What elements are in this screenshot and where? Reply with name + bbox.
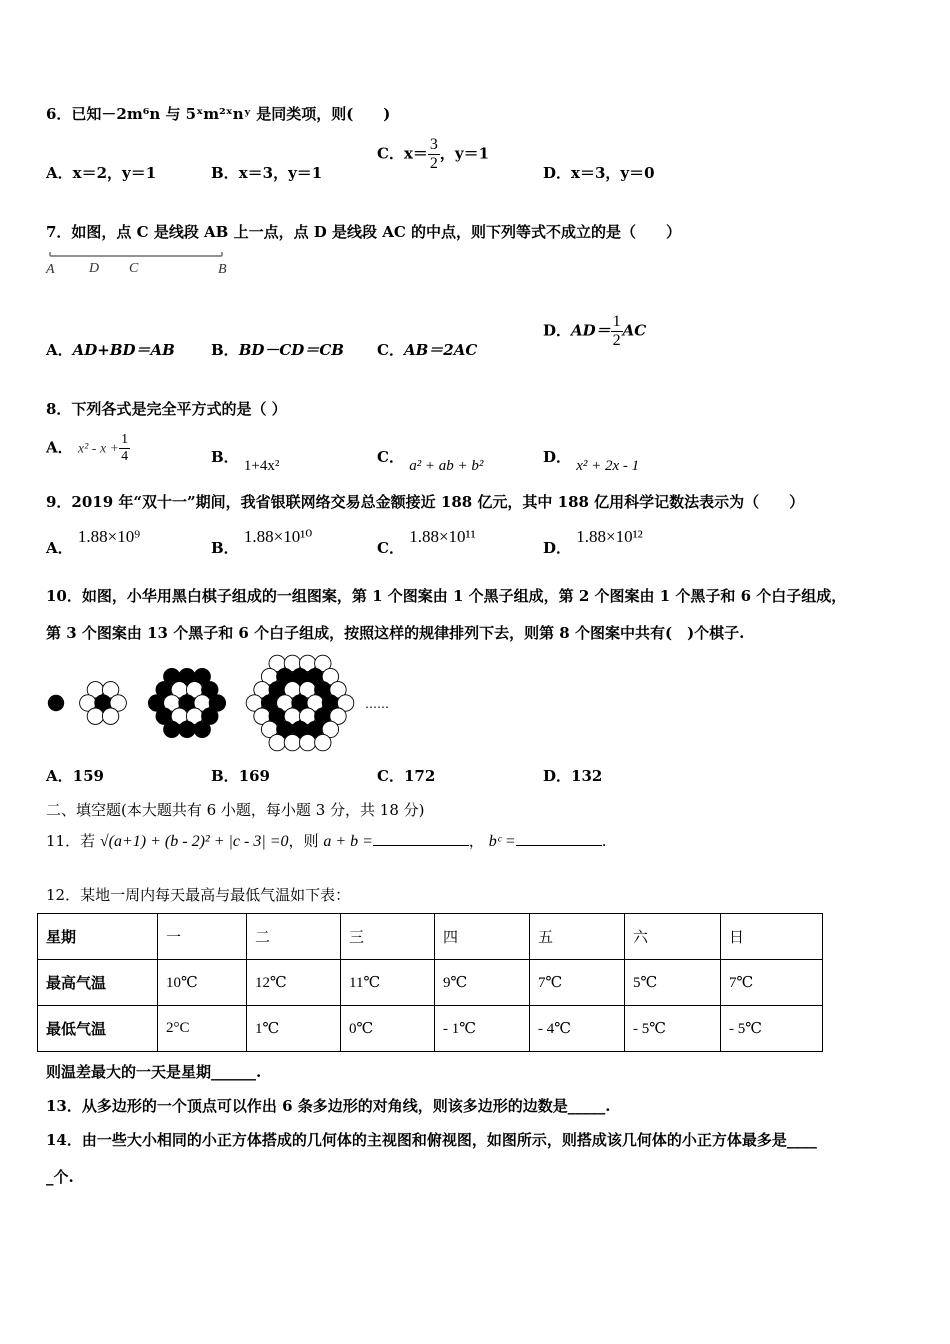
q10-option-d: D．132 [543,767,603,785]
table-cell: 最高气温 [38,960,158,1006]
white-stone [87,708,103,724]
table-cell: 12℃ [247,960,341,1006]
q9-option-a: A． 1.88×10⁹ [46,527,141,557]
q10-option-c: C．172 [377,767,436,785]
q6-option-b: B．x＝3，y＝1 [211,164,323,182]
q6-option-c: C．x＝ $\frac{3}{2}$ ，y＝1 [377,136,490,172]
table-cell: 7℃ [721,960,823,1006]
table-cell: 日 [721,914,823,960]
table-cell: 五 [530,914,625,960]
q10-option-a: A．159 [46,767,104,785]
q9-option-c: C． 1.88×10¹¹ [377,527,476,557]
point-label-b: B [218,262,227,277]
table-cell: 二 [247,914,341,960]
table-cell: 11℃ [341,960,435,1006]
q6-stem: 6．已知－2m⁶n 与 5ˣm²ˣnʸ 是同类项，则( ) [46,105,391,123]
q8-option-c: C． a² + ab + b² [377,448,484,474]
q9-option-d: D． 1.88×10¹² [543,527,643,557]
black-stone [164,721,180,737]
table-row-low [38,1006,823,1052]
table-cell: - 5℃ [625,1006,721,1052]
section-heading: 二、填空题(本大题共有 6 小题，每小题 3 分，共 18 分) [46,801,425,819]
table-cell: 三 [341,914,435,960]
black-stone [194,721,210,737]
q11-blank-1 [373,831,469,846]
white-stone [315,734,331,750]
white-stone [269,734,285,750]
q6-option-d: D．x＝3，y＝0 [543,164,655,182]
table-cell: 四 [435,914,530,960]
pattern-4 [246,655,354,751]
q7-option-a: A．AD+BD＝AB [46,341,175,359]
table-cell: 5℃ [625,960,721,1006]
white-stone [102,708,118,724]
q11-expression: √(a+1) + (b - 2)² + |c - 3| =0 [99,833,289,850]
table-cell: 2°C [158,1006,247,1052]
point-label-c: C [129,261,139,276]
table-cell: 最低气温 [38,1006,158,1052]
white-stone [299,734,315,750]
q13: 13．从多边形的一个顶点可以作出 6 条多边形的对角线，则该多边形的边数是_____. [46,1097,611,1115]
q8-stem: 8．下列各式是完全平方式的是（ ） [46,400,287,418]
q12-tail: 则温差最大的一天是星期______. [46,1063,262,1081]
pattern-ellipsis: …… [365,697,389,711]
table-cell: 星期 [38,914,158,960]
white-stone [284,734,300,750]
pattern-2 [80,682,127,725]
table-cell: 7℃ [530,960,625,1006]
q7-option-b: B．BD－CD＝CB [211,341,344,359]
table-cell: - 4℃ [530,1006,625,1052]
table-cell: 0℃ [341,1006,435,1052]
temperature-table [37,913,823,1052]
black-stone [179,721,195,737]
table-cell: 1℃ [247,1006,341,1052]
point-label-a: A [46,262,55,277]
q7-option-c: C．AB＝2AC [377,341,478,359]
table-cell: 一 [158,914,247,960]
table-cell: - 5℃ [721,1006,823,1052]
q11: 11．若 √(a+1) + (b - 2)² + |c - 3| =0，则 a + b = ， bᶜ = . [46,832,607,850]
black-stone [48,695,64,711]
q10-option-b: B．169 [211,767,270,785]
table-cell: 9℃ [435,960,530,1006]
table-cell: - 1℃ [435,1006,530,1052]
q14-line1: 14．由一些大小相同的小正方体搭成的几何体的主视图和俯视图，如图所示，则搭成该几何体的小正方体最多是____ [46,1131,817,1149]
q10-stem-line1: 10．如图，小华用黑白棋子组成的一组图案，第 1 个图案由 1 个黑子组成，第 2 个图案由 1 个黑子和 6 个白子组成， [46,587,847,605]
q9-stem: 9．2019 年“双十一”期间，我省银联网络交易总金额接近 188 亿元，其中 188 亿用科学记数法表示为（ ） [46,493,805,511]
line-segment-figure [44,248,244,278]
q14-line2: _个. [46,1168,74,1186]
table-cell: 10℃ [158,960,247,1006]
checker-pattern-figure [40,650,410,755]
fraction: $\frac{1}{2}$ [612,313,621,349]
q11-blank-2 [516,831,602,846]
q12-stem: 12．某地一周内每天最高与最低气温如下表： [46,886,351,904]
q9-option-b: B． 1.88×10¹⁰ [211,527,313,557]
q8-option-b: B． 1+4x² [211,448,280,474]
pattern-1 [48,695,64,711]
q8-option-d: D． x² + 2x - 1 [543,448,640,474]
table-cell: 六 [625,914,721,960]
q10-stem-line2: 第 3 个图案由 13 个黑子和 6 个白子组成，按照这样的规律排列下去，则第 8 个图案中共有( )个棋子. [46,624,745,642]
q7-option-d: D．AD＝ $\frac{1}{2}$ AC [543,313,647,349]
q7-stem: 7．如图，点 C 是线段 AB 上一点，点 D 是线段 AC 的中点，则下列等式不成立的是（ ） [46,223,682,241]
q8-option-a: A． x² - x + $\frac{1}{4}$ [46,432,129,464]
point-label-d: D [89,261,100,276]
q6-option-a: A．x＝2，y＝1 [46,164,157,182]
pattern-3 [148,668,225,737]
fraction: $\frac{3}{2}$ [429,136,438,172]
table-row-high [38,960,823,1006]
table-row-header [38,914,823,960]
